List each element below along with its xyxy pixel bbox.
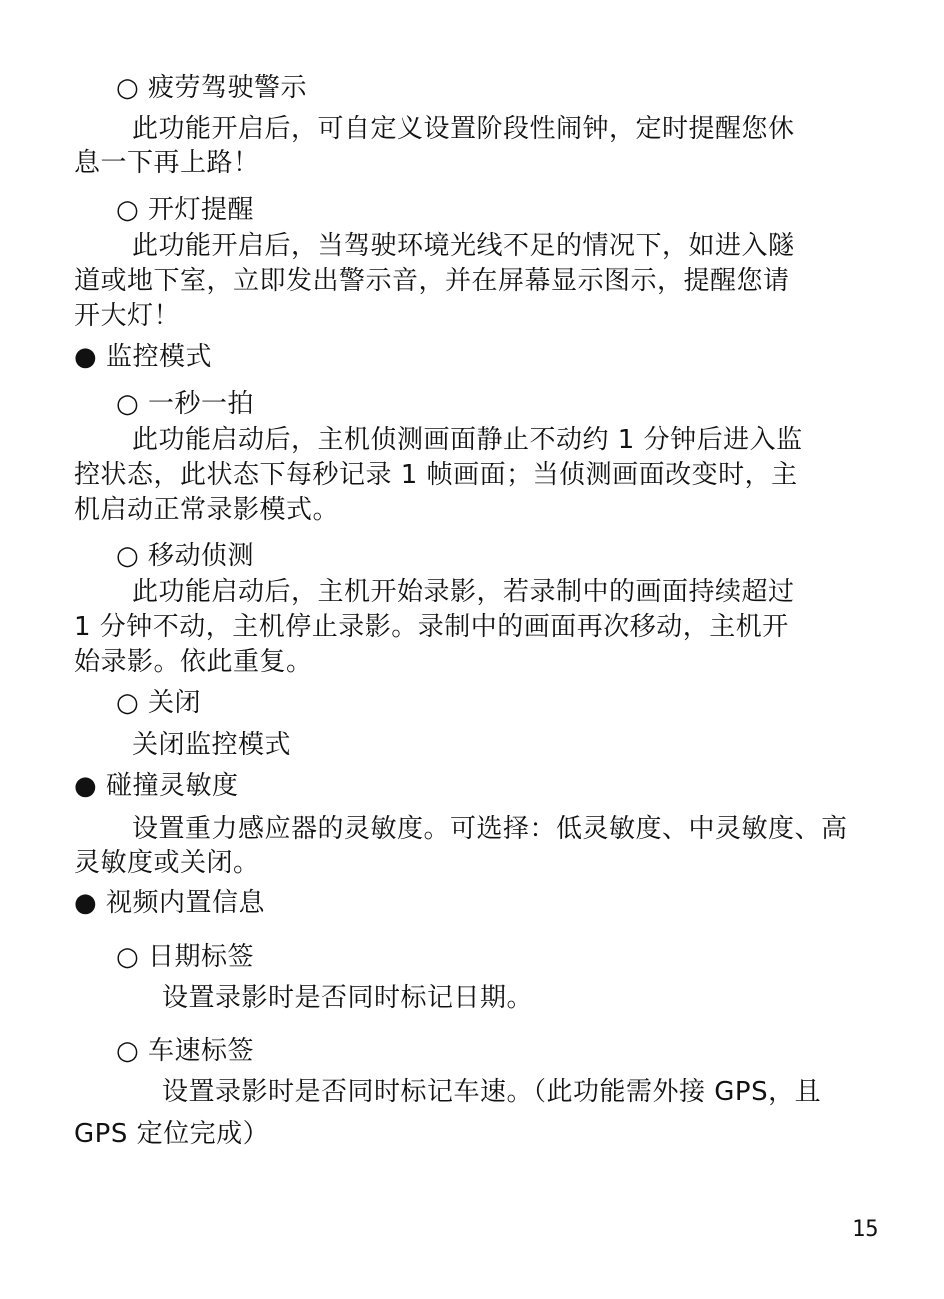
motion-detection-body-line-3: 始录影。依此重复。 — [74, 647, 313, 677]
motion-detection-body-line-1: 此功能启动后，主机开始录影，若录制中的画面持续超过 — [132, 577, 795, 607]
one-frame-per-second-body-line-3: 机启动正常录影模式。 — [74, 495, 340, 525]
video-overlay-info-heading: ● 视频内置信息 — [74, 888, 265, 918]
monitor-mode-heading: ● 监控模式 — [74, 342, 212, 372]
page-number: 15 — [852, 1217, 879, 1242]
collision-sensitivity-body-line-1: 设置重力感应器的灵敏度。可选择：低灵敏度、中灵敏度、高 — [132, 814, 848, 844]
date-stamp-body: 设置录影时是否同时标记日期。 — [162, 983, 534, 1013]
headlight-reminder-heading: ○ 开灯提醒 — [116, 195, 254, 225]
motion-detection-body-line-2: 1 分钟不动，主机停止录影。录制中的画面再次移动，主机开 — [74, 612, 789, 642]
one-frame-per-second-body-line-1: 此功能启动后，主机侦测画面静止不动约 1 分钟后进入监 — [132, 425, 803, 455]
date-stamp-heading: ○ 日期标签 — [116, 942, 254, 972]
fatigue-alert-body-line-1: 此功能开启后，可自定义设置阶段性闹钟，定时提醒您休 — [132, 114, 795, 144]
collision-sensitivity-body-line-2: 灵敏度或关闭。 — [74, 848, 260, 878]
fatigue-alert-heading: ○ 疲劳驾驶警示 — [116, 73, 307, 103]
speed-stamp-body-line-1: 设置录影时是否同时标记车速。（此功能需外接 GPS，且 — [162, 1077, 822, 1107]
headlight-reminder-body-line-2: 道或地下室，立即发出警示音，并在屏幕显示图示，提醒您请 — [74, 266, 790, 296]
speed-stamp-heading: ○ 车速标签 — [116, 1036, 254, 1066]
collision-sensitivity-heading: ● 碰撞灵敏度 — [74, 771, 239, 801]
monitor-off-body: 关闭监控模式 — [132, 730, 292, 760]
headlight-reminder-body-line-3: 开大灯！ — [74, 301, 181, 331]
one-frame-per-second-heading: ○ 一秒一拍 — [116, 389, 254, 419]
motion-detection-heading: ○ 移动侦测 — [116, 541, 254, 571]
monitor-off-heading: ○ 关闭 — [116, 688, 201, 718]
headlight-reminder-body-line-1: 此功能开启后，当驾驶环境光线不足的情况下，如进入隧 — [132, 231, 795, 261]
speed-stamp-body-line-2: GPS 定位完成） — [74, 1119, 270, 1149]
one-frame-per-second-body-line-2: 控状态，此状态下每秒记录 1 帧画面；当侦测画面改变时，主 — [74, 460, 798, 490]
fatigue-alert-body-line-2: 息一下再上路！ — [74, 148, 260, 178]
